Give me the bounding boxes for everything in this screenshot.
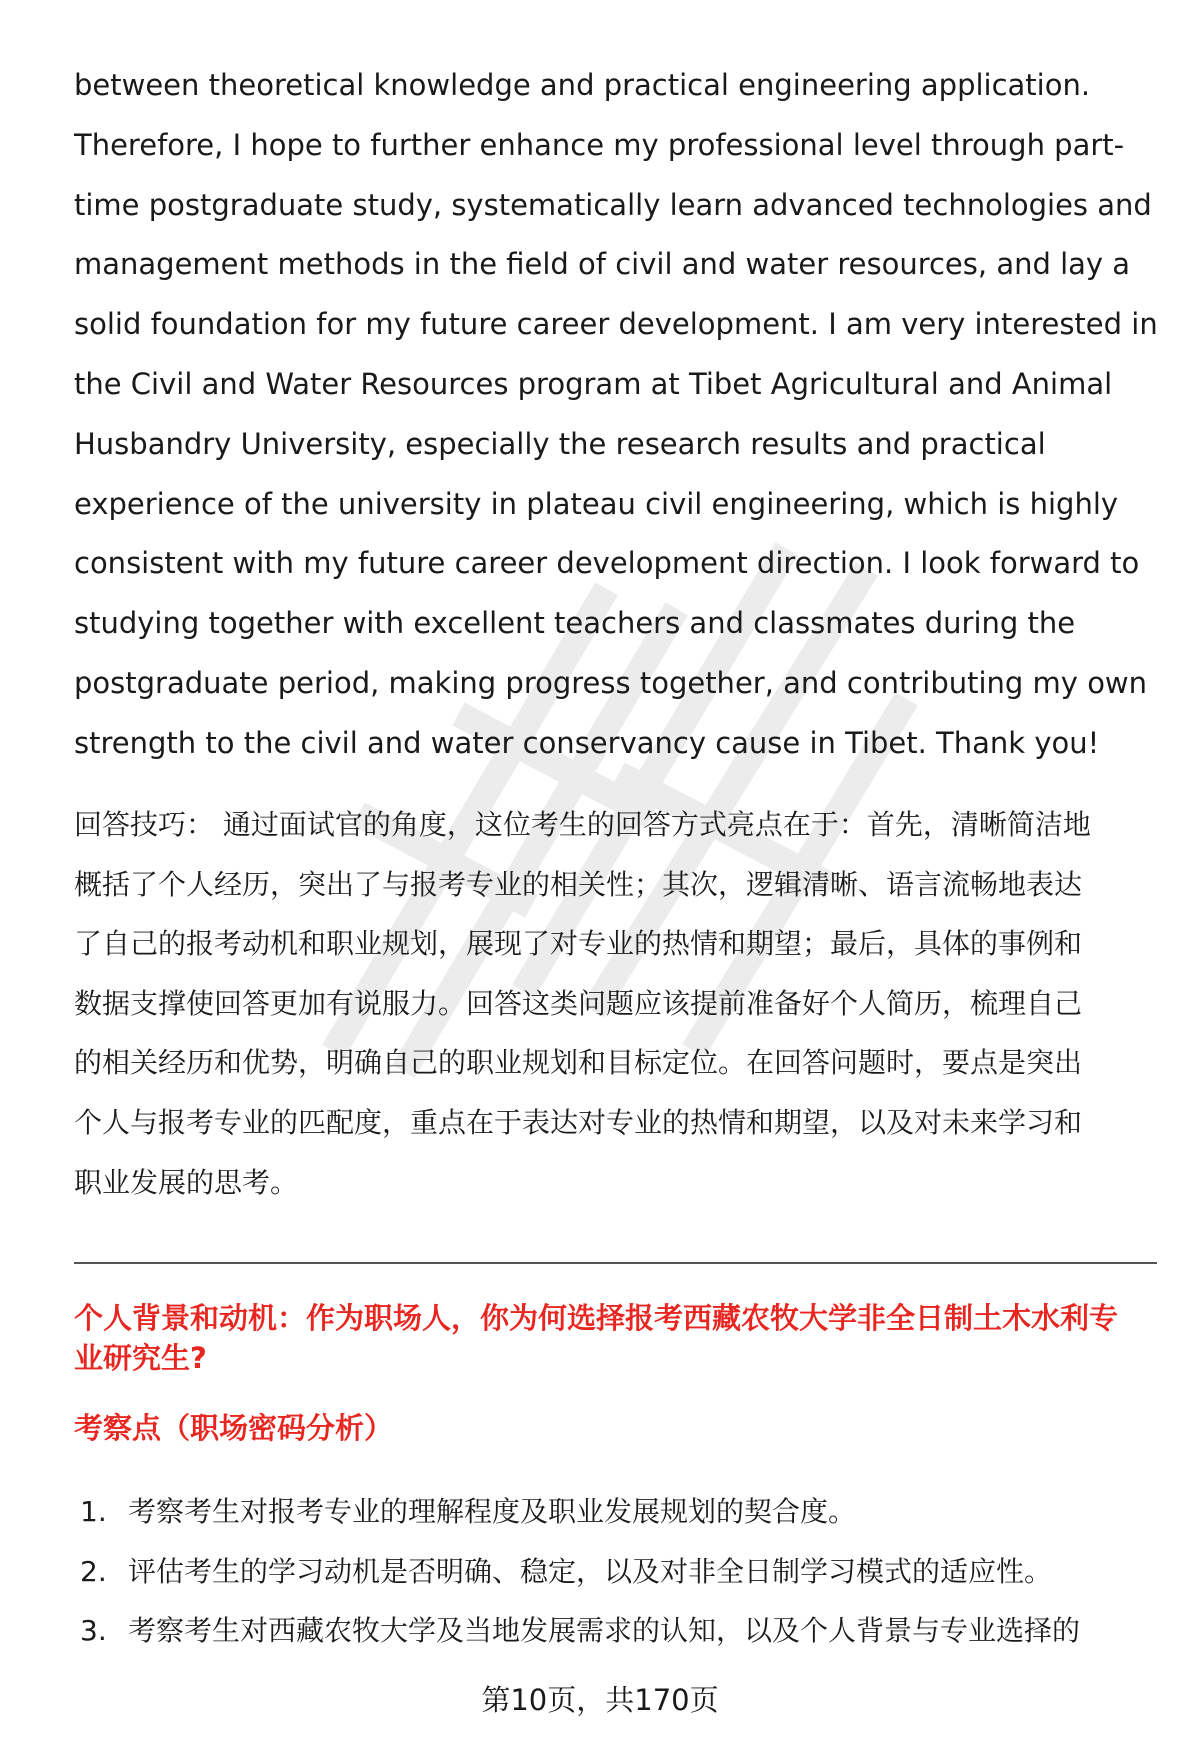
list-item-text: 评估考生的学习动机是否明确、稳定，以及对非全日制学习模式的适应性。 [128, 1554, 1053, 1588]
list-item [80, 1542, 1170, 1602]
list-item-text: 考察考生对报考专业的理解程度及职业发展规划的契合度。 [128, 1495, 857, 1528]
paragraph-line: the Civil and Water Resources program at Tibet Agricultural and Animal [74, 366, 1113, 401]
list-item [80, 1601, 1170, 1661]
paragraph-line: Husbandry University, especially the research results and practical [74, 426, 1046, 461]
assessment-points-list [80, 1482, 1170, 1661]
section-divider [74, 1262, 1157, 1264]
page-number-footer: 第10页，共170页 [481, 1683, 719, 1717]
paragraph-line: 了自己的报考动机和职业规划，展现了对专业的热情和期望；最后，具体的事例和 [74, 927, 1083, 961]
list-item-text: 考察考生对西藏农牧大学及当地发展需求的认知，以及个人背景与专业选择的 [128, 1614, 1081, 1648]
question-heading [74, 1298, 1164, 1378]
paragraph-line: postgraduate period, making progress together, and contributing my own [74, 665, 1148, 700]
paragraph-line: solid foundation for my future career development. I am very interested in [74, 307, 1158, 342]
paragraph-line: experience of the university in plateau civil engineering, which is highly [74, 486, 1119, 521]
english-answer-paragraph [74, 56, 1158, 774]
paragraph-line: 概括了个人经历，突出了与报考专业的相关性；其次，逻辑清晰、语言流畅地表达 [74, 867, 1083, 901]
paragraph-line: 数据支撑使回答更加有说服力。回答这类问题应该提前准备好个人简历，梳理自己 [74, 986, 1083, 1020]
list-item-number: 2. [80, 1554, 107, 1588]
paragraph-line: time postgraduate study, systematically learn advanced technologies and [74, 187, 1152, 222]
paragraph-line: Therefore, I hope to further enhance my professional level through part- [74, 127, 1125, 162]
list-item-number: 3. [80, 1614, 107, 1648]
paragraph-line: consistent with my future career development direction. I look forward to [74, 546, 1140, 581]
paragraph-line: between theoretical knowledge and practical engineering application. [74, 68, 1091, 102]
assessment-points-title: 考察点（职场密码分析） [74, 1411, 394, 1445]
paragraph-line: studying together with excellent teachers and classmates during the [74, 606, 1076, 641]
paragraph-line: 职业发展的思考。 [74, 1165, 299, 1199]
question-heading-line: 业研究生? [74, 1341, 207, 1375]
paragraph-line: 的相关经历和优势，明确自己的职业规划和目标定位。在回答问题时，要点是突出 [74, 1046, 1083, 1080]
question-heading-line: 个人背景和动机：作为职场人，你为何选择报考西藏农牧大学非全日制土木水利专 [74, 1301, 1119, 1335]
paragraph-line: 个人与报考专业的匹配度，重点在于表达对专业的热情和期望，以及对未来学习和 [74, 1105, 1083, 1139]
list-item-number: 1. [80, 1495, 107, 1528]
paragraph-line: strength to the civil and water conservancy cause in Tibet. Thank you! [74, 725, 1100, 760]
answer-tips-paragraph [74, 795, 1164, 1212]
paragraph-line: 回答技巧： 通过面试官的角度，这位考生的回答方式亮点在于：首先，清晰简洁地 [74, 808, 1091, 841]
list-item [80, 1482, 1170, 1542]
paragraph-line: management methods in the field of civil and water resources, and lay a [74, 247, 1131, 282]
